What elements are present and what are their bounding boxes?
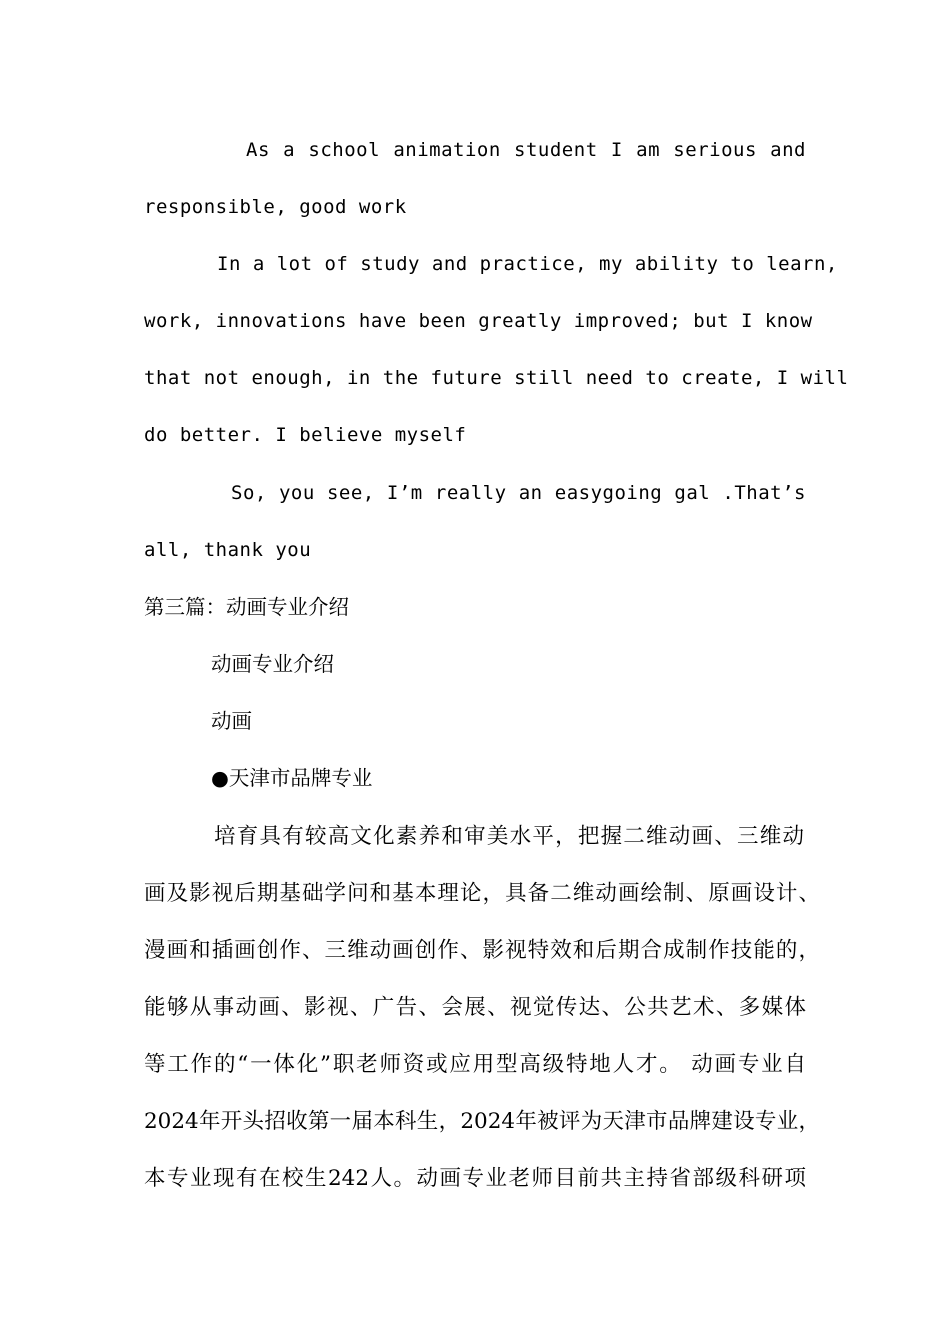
- english-paragraph-2-line-1: In a lot of study and practice, my ability to learn,: [217, 253, 838, 275]
- body-paragraph-line-5: 等工作的“一体化”职老师资或应用型高级特地人才。 动画专业自: [144, 1052, 806, 1077]
- english-paragraph-1-line-2: responsible, good work: [144, 196, 407, 218]
- chapter-heading: 第三篇：动画专业介绍: [144, 595, 349, 619]
- english-paragraph-2-line-2: work, innovations have been greatly improved; but I know: [144, 310, 813, 332]
- body-paragraph-line-3: 漫画和插画创作、三维动画创作、影视特效和后期合成制作技能的，: [144, 938, 820, 963]
- body-paragraph-line-1: 培育具有较高文化素养和审美水平，把握二维动画、三维动: [214, 824, 804, 849]
- english-paragraph-3-line-1: So, you see, I’m really an easygoing gal .That’s: [231, 482, 806, 504]
- english-paragraph-3-line-2: all, thank you: [144, 539, 312, 561]
- body-paragraph-line-6: 2024年开头招收第一届本科生，2024年被评为天津市品牌建设专业，: [144, 1109, 820, 1134]
- body-paragraph-line-2: 画及影视后期基础学问和基本理论，具备二维动画绘制、原画设计、: [144, 881, 820, 906]
- subsection-title: 动画: [211, 709, 252, 733]
- english-paragraph-1-line-1: As a school animation student I am serious and: [246, 139, 806, 161]
- body-paragraph-line-4: 能够从事动画、影视、广告、会展、视觉传达、公共艺术、多媒体: [144, 995, 806, 1020]
- english-paragraph-2-line-4: do better. I believe myself: [144, 424, 467, 446]
- english-paragraph-2-line-3: that not enough, in the future still need to create, I will: [144, 367, 849, 389]
- bullet-item: ●天津市品牌专业: [211, 766, 373, 790]
- body-paragraph-line-7: 本专业现有在校生242人。动画专业老师目前共主持省部级科研项: [144, 1166, 806, 1191]
- section-title: 动画专业介绍: [211, 652, 334, 676]
